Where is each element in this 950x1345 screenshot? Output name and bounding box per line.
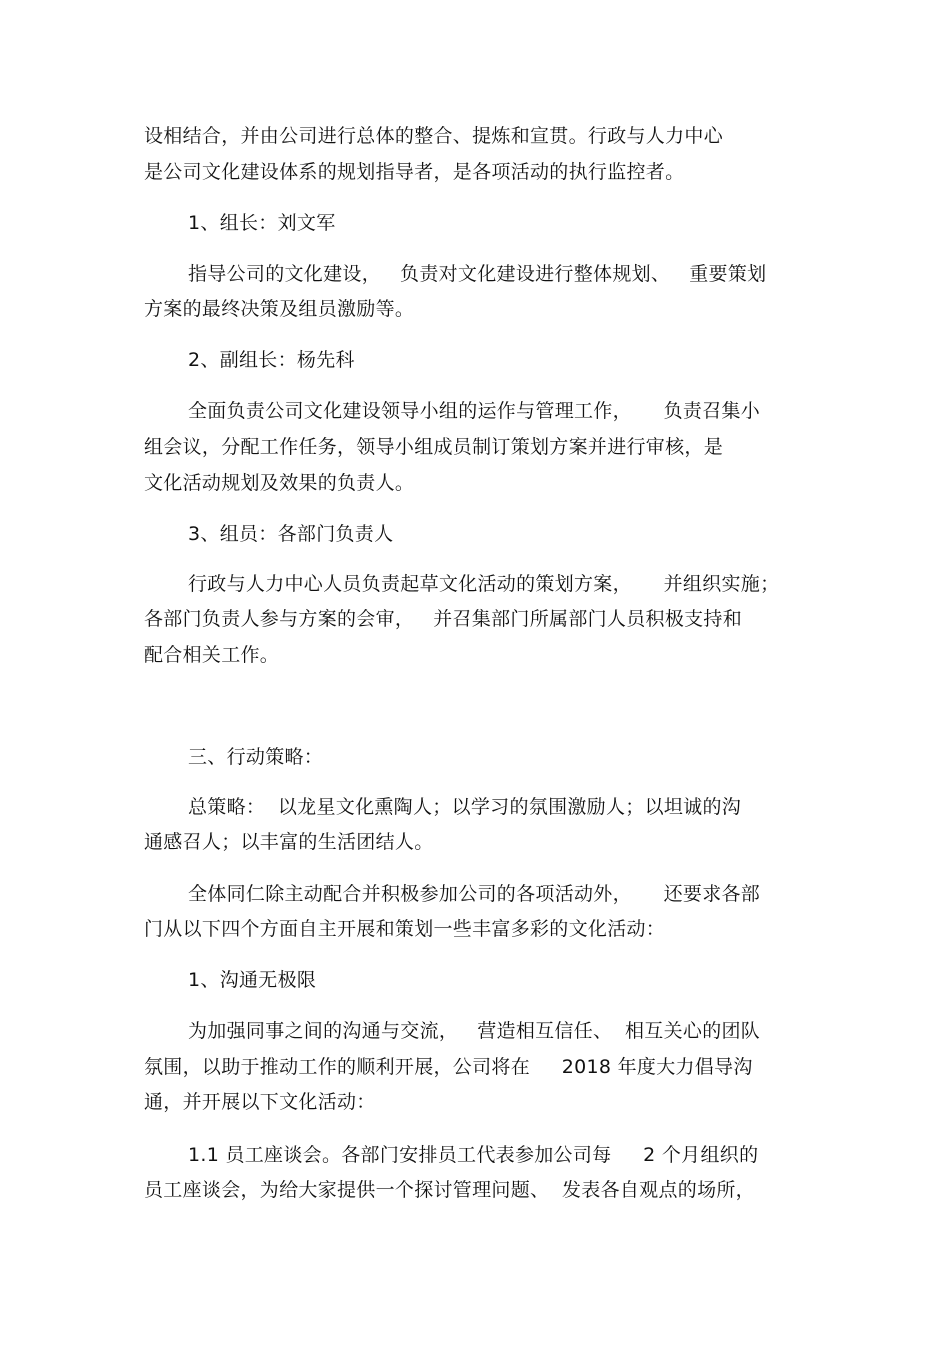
paragraph-line: 指导公司的文化建设， 负责对文化建设进行整体规划、 重要策划 bbox=[188, 263, 767, 285]
member-heading: 3、组员：各部门负责人 bbox=[188, 523, 394, 545]
paragraph-line: 为加强同事之间的沟通与交流， 营造相互信任、 相互关心的团队 bbox=[188, 1020, 761, 1042]
paragraph-line: 通，并开展以下文化活动： bbox=[144, 1091, 376, 1113]
paragraph-line: 总策略： 以龙星文化熏陶人；以学习的氛围激励人；以坦诚的沟 bbox=[188, 796, 742, 818]
paragraph-line: 设相结合，并由公司进行总体的整合、提炼和宣贯。行政与人力中心 bbox=[144, 125, 724, 147]
paragraph-line: 配合相关工作。 bbox=[144, 644, 280, 666]
paragraph-line: 员工座谈会，为给大家提供一个探讨管理问题、 发表各自观点的场所， bbox=[144, 1179, 755, 1201]
paragraph-line: 是公司文化建设体系的规划指导者，是各项活动的执行监控者。 bbox=[144, 161, 685, 183]
paragraph-line: 通感召人；以丰富的生活团结人。 bbox=[144, 831, 434, 853]
paragraph-line: 文化活动规划及效果的负责人。 bbox=[144, 472, 415, 494]
deputy-heading: 2、副组长：杨先科 bbox=[188, 349, 355, 371]
subsection-heading: 1、沟通无极限 bbox=[188, 969, 317, 991]
paragraph-line: 门从以下四个方面自主开展和策划一些丰富多彩的文化活动： bbox=[144, 918, 666, 940]
paragraph-line: 行政与人力中心人员负责起草文化活动的策划方案， 并组织实施； bbox=[188, 573, 780, 595]
paragraph-line: 方案的最终决策及组员激励等。 bbox=[144, 298, 415, 320]
leader-heading: 1、组长：刘文军 bbox=[188, 212, 336, 234]
paragraph-line: 各部门负责人参与方案的会审， 并召集部门所属部门人员积极支持和 bbox=[144, 608, 743, 630]
section-heading: 三、行动策略： bbox=[188, 746, 324, 768]
paragraph-line: 组会议，分配工作任务，领导小组成员制订策划方案并进行审核，是 bbox=[144, 436, 724, 458]
paragraph-line: 1.1 员工座谈会。各部门安排员工代表参加公司每 2 个月组织的 bbox=[188, 1144, 759, 1166]
paragraph-line: 全体同仁除主动配合并积极参加公司的各项活动外， 还要求各部 bbox=[188, 883, 761, 905]
paragraph-line: 全面负责公司文化建设领导小组的运作与管理工作， 负责召集小 bbox=[188, 400, 761, 422]
paragraph-line: 氛围，以助于推动工作的顺利开展，公司将在 2018 年度大力倡导沟 bbox=[144, 1056, 753, 1078]
